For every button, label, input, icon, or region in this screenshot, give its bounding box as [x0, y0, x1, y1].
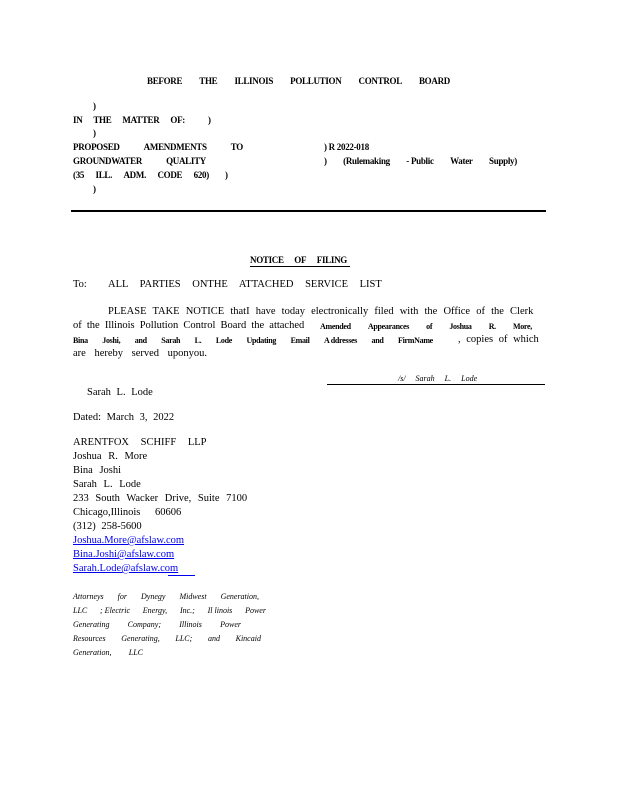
firm-name: ARENTFOX SCHIFF LLP	[73, 437, 207, 448]
caption-word: ADM.	[123, 170, 147, 180]
client-word: Inc.;	[179, 606, 195, 615]
attorney-name: Sarah L. Lode	[73, 479, 141, 490]
email-underline-extension	[168, 575, 195, 576]
doc-title-word: R.	[488, 322, 496, 331]
phone-number: (312) 258-5600	[73, 521, 142, 532]
caption-divider	[71, 210, 546, 212]
client-word: Dynegy	[141, 592, 166, 601]
attorneys-for-line	[73, 592, 259, 601]
caption-groundwater	[73, 156, 206, 166]
notice-paragraph-line4: are hereby served uponyou.	[73, 348, 208, 359]
address-line1: 233 South Wacker Drive, Suite 7100	[73, 493, 248, 504]
doc-title-word: Joshua	[449, 322, 472, 331]
doc-title-word: and	[134, 336, 147, 345]
client-word: Company;	[127, 620, 161, 629]
client-word: LLC;	[175, 634, 193, 643]
caption-word: AMENDMENTS	[143, 142, 207, 152]
client-word: Generating	[73, 620, 110, 629]
client-word: Attorneys	[73, 592, 104, 601]
client-word: Energy,	[142, 606, 168, 615]
notice-title-underline	[250, 266, 350, 267]
email-link[interactable]: Joshua.More@afslaw.com	[73, 535, 185, 546]
heading-word: CONTROL	[358, 76, 402, 86]
doc-title-word: and	[371, 336, 384, 345]
attorneys-for-line	[73, 620, 241, 629]
caption-word: MATTER	[122, 115, 160, 125]
client-word: Resources	[73, 634, 106, 643]
document-title-part2	[73, 336, 433, 345]
doc-title-word: Updating	[246, 336, 277, 345]
address-line2: Chicago,Illinois 60606	[73, 507, 182, 518]
doc-title-word: L.	[194, 336, 202, 345]
caption-code	[73, 170, 209, 180]
client-word: LLC	[128, 648, 143, 657]
attorneys-for-line	[73, 606, 266, 615]
client-word: Midwest	[179, 592, 207, 601]
attorneys-for-line	[73, 634, 261, 643]
heading-word: ILLINOIS	[234, 76, 274, 86]
client-word: Power	[220, 620, 241, 629]
caption-word: - Public	[406, 156, 434, 166]
notice-title	[250, 255, 347, 265]
caption-paren: )	[208, 115, 211, 125]
caption-word: ILL.	[95, 170, 113, 180]
caption-word: 620)	[193, 170, 209, 180]
dated: Dated: March 3, 2022	[73, 412, 175, 423]
title-word: NOTICE	[250, 255, 284, 265]
client-word: for	[117, 592, 128, 601]
doc-title-word: Amended	[320, 322, 351, 331]
client-word: Il linois	[207, 606, 233, 615]
caption-word: Water	[450, 156, 473, 166]
caption-in-the-matter	[73, 115, 185, 125]
caption-paren: )	[93, 101, 96, 111]
doc-title-word: FirmName	[398, 336, 433, 345]
heading-word: BEFORE	[147, 76, 183, 86]
doc-title-word: Joshi,	[102, 336, 121, 345]
electronic-signature: /s/ Sarah L. Lode	[398, 374, 478, 383]
caption-word: CODE	[157, 170, 183, 180]
email-link[interactable]: Bina.Joshi@afslaw.com	[73, 549, 175, 560]
doc-title-word: A ddresses	[323, 336, 358, 345]
caption-word: TO	[230, 142, 243, 152]
doc-title-word: Bina	[73, 336, 88, 345]
title-word: OF	[294, 255, 307, 265]
client-word: Generating,	[121, 634, 160, 643]
email-link[interactable]: Sarah.Lode@afslaw.com	[73, 563, 179, 574]
caption-paren: )	[225, 170, 228, 180]
board-heading	[147, 76, 450, 86]
caption-rulemaking	[324, 156, 517, 166]
doc-title-word: Sarah	[161, 336, 181, 345]
client-word: and	[207, 634, 220, 643]
caption-paren: )	[93, 184, 96, 194]
heading-word: THE	[199, 76, 218, 86]
attorney-name: Joshua R. More	[73, 451, 148, 462]
docket-number: ) R 2022-018	[324, 142, 369, 152]
signer-name: Sarah L. Lode	[87, 387, 153, 398]
notice-paragraph-line1: PLEASE TAKE NOTICE thatI have today electronically filed with the Office of the Clerk	[108, 306, 534, 317]
caption-word: QUALITY	[166, 156, 206, 166]
caption-word: IN	[73, 115, 83, 125]
client-word: Generation,	[220, 592, 259, 601]
doc-title-word: Appearances	[367, 322, 410, 331]
document-title-part1	[320, 322, 532, 331]
attorney-name: Bina Joshi	[73, 465, 122, 476]
doc-title-word: Email	[290, 336, 310, 345]
client-word: LLC	[73, 606, 88, 615]
client-word: Illinois	[179, 620, 202, 629]
notice-paragraph-line2: of the Illinois Pollution Control Board the attached	[73, 320, 305, 331]
caption-word: Supply)	[489, 156, 517, 166]
signature-line	[327, 384, 545, 385]
client-word: Kincaid	[235, 634, 261, 643]
doc-title-word: of	[426, 322, 433, 331]
to-label: To:	[73, 279, 87, 290]
doc-title-word: More,	[512, 322, 532, 331]
client-word: Power	[245, 606, 266, 615]
attorneys-for-line	[73, 648, 143, 657]
caption-proposed	[73, 142, 243, 152]
title-word: FILING	[316, 255, 347, 265]
client-word: Generation,	[73, 648, 112, 657]
caption-word: OF:	[170, 115, 185, 125]
doc-title-word: Lode	[215, 336, 232, 345]
client-word: ; Electric	[100, 606, 130, 615]
heading-word: BOARD	[418, 76, 450, 86]
caption-paren: )	[93, 128, 96, 138]
heading-word: POLLUTION	[290, 76, 342, 86]
caption-word: GROUNDWATER	[73, 156, 143, 166]
caption-word: PROPOSED	[73, 142, 120, 152]
caption-word: (35	[73, 170, 85, 180]
caption-word: THE	[93, 115, 112, 125]
to-value: ALL PARTIES ONTHE ATTACHED SERVICE LIST	[108, 279, 382, 290]
caption-word: )	[324, 156, 327, 166]
notice-paragraph-line3-tail: , copies of which	[458, 334, 539, 345]
caption-word: (Rulemaking	[343, 156, 390, 166]
